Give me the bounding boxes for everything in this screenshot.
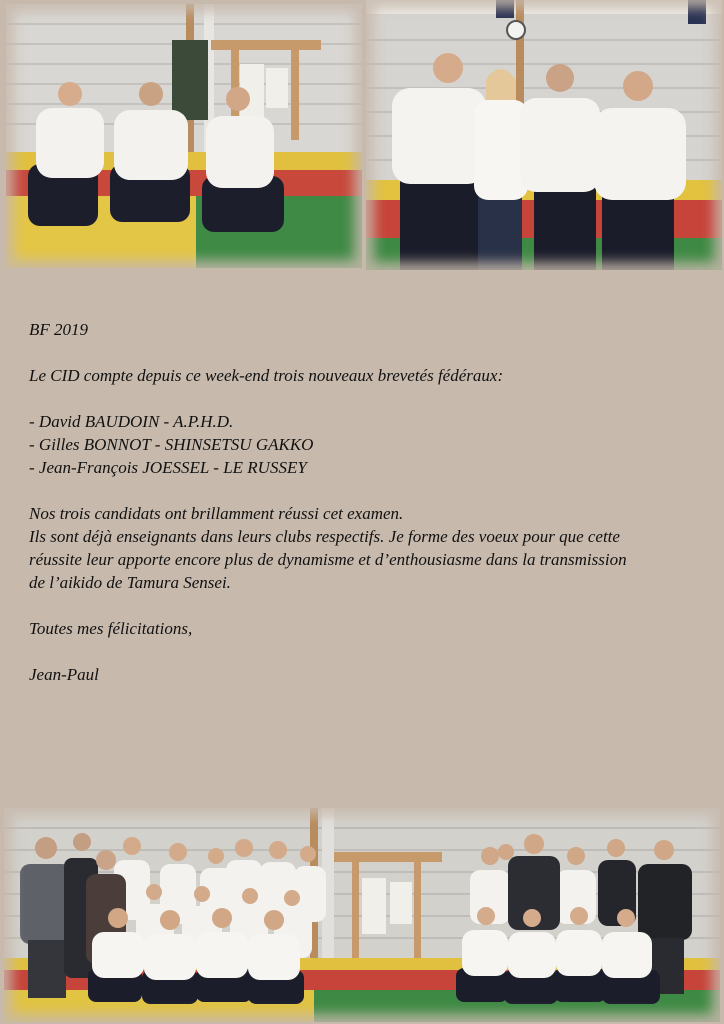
graduate-item: - Gilles BONNOT - SHINSETSU GAKKO <box>29 435 314 454</box>
paragraph-line: réussite leur apporte encore plus de dynamisme et d’enthousiasme dans la transmission <box>29 550 627 569</box>
paragraph-line: Nos trois candidats ont brillamment réussi cet examen. <box>29 504 404 523</box>
graduate-item: - David BAUDOIN - A.P.H.D. <box>29 412 234 431</box>
graduate-item: - Jean-François JOESSEL - LE RUSSEY <box>29 458 307 477</box>
announcement-letter <box>29 318 709 686</box>
letter-intro: Le CID compte depuis ce week-end trois nouveaux brevetés fédéraux: <box>29 366 504 385</box>
photo-group <box>4 808 720 1022</box>
paragraph-line: de l’aikido de Tamura Sensei. <box>29 573 231 592</box>
letter-closing: Toutes mes félicitations, <box>29 619 193 638</box>
photo-three-kneeling <box>6 4 362 268</box>
paragraph-line: Ils sont déjà enseignants dans leurs clubs respectifs. Je forme des voeux pour que cette <box>29 527 620 546</box>
photo-four-standing <box>366 0 722 270</box>
letter-heading: BF 2019 <box>29 320 89 339</box>
letter-signature: Jean-Paul <box>29 665 99 684</box>
